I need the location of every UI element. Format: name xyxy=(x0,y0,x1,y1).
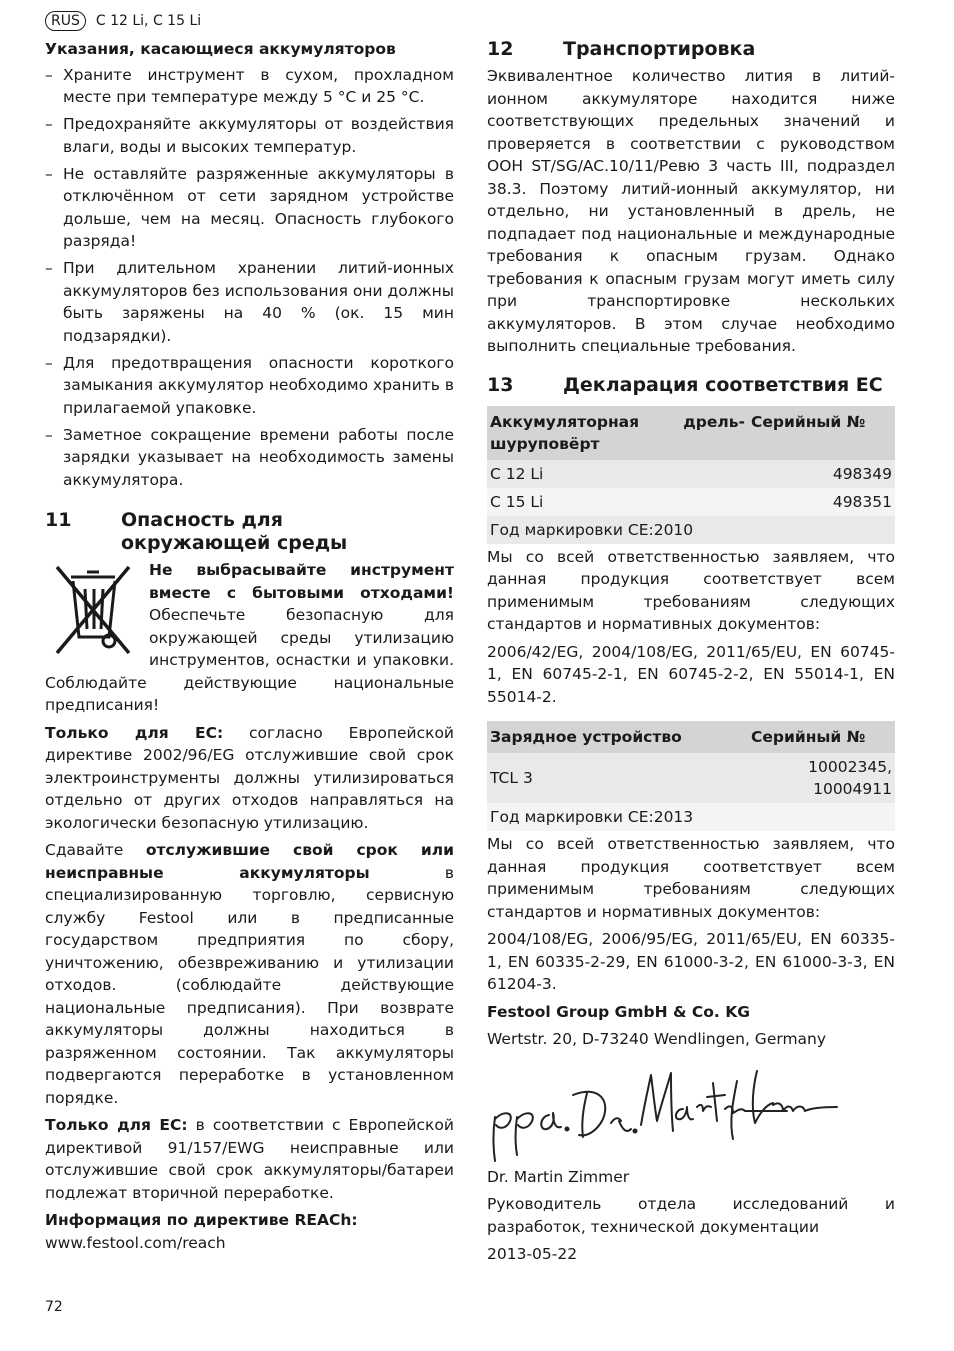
table-row: Год маркировки CE:2013 xyxy=(487,803,895,831)
warning-text: Обеспечьте безопасную для окружающей среды утилизацию инструментов, оснастки и упаковки. Соблюдайте действующие национальные предписания! xyxy=(45,606,454,714)
battery-notes-title: Указания, касающиеся аккумуляторов xyxy=(45,40,396,58)
environment-warning xyxy=(45,559,454,717)
list-item: – Не оставляйте разряженные аккумуляторы в отключённом от сети зарядном устройстве дольше, чем на месяц. Опасность глубокого разряда! xyxy=(45,164,454,250)
transport-text: Эквивалентное количество лития в литий-ионном аккумуляторе находится ниже соответствующих предельных значений и проверяется в соответствии с руководством ООН ST/SG/AC.10/11/Ревю 3 часть III, подраздел 38.3. Поэтому литий-ионный аккумулятор, ни отдельно, ни установленный в дрель, не подпадает под национальные и международные требования к опасным грузам. Однако требования к опасным грузам могут иметь силу при транспортировке нескольких аккумуляторов. В этом случае необходимо выполнить специальные требования. xyxy=(487,67,895,355)
signature xyxy=(487,1061,847,1167)
page-header xyxy=(45,11,201,31)
model-names: C 12 Li, C 15 Li xyxy=(95,13,202,29)
declaration-date: 2013-05-22 xyxy=(487,1245,578,1263)
table-row: Год маркировки CE:2010 xyxy=(487,516,895,544)
right-column xyxy=(487,38,895,1266)
standards-list: 2004/108/EG, 2006/95/EG, 2011/65/EU, EN 60335-1, EN 60335-2-29, EN 61000-3-2, EN 61000-3-3, EN 61204-3. xyxy=(487,930,895,993)
conformity-statement: Мы со всей ответственностью заявляем, что данная продукция соответствует всем применимым требованиям следующих стандартов и нормативных документов: xyxy=(487,547,895,633)
conformity-statement: Мы со всей ответственностью заявляем, что данная продукция соответствует всем применимым требованиям следующих стандартов и нормативных документов: xyxy=(487,835,895,921)
table-row: TCL 3 10002345, 10004911 xyxy=(487,753,895,803)
page-number: 72 xyxy=(45,1299,63,1315)
warning-bold: Не выбрасывайте инструмент вместе с бытовыми отходами! xyxy=(149,561,454,602)
list-item: – При длительном хранении литий-ионных аккумуляторов без использования они должны быть заряжены на 40 % (ок. 15 мин подзарядки). xyxy=(45,259,454,345)
section-heading-declaration: 13 Декларация соответствия ЕС xyxy=(487,373,883,396)
list-item: – Предохраняйте аккумуляторы от воздействия влаги, воды и высоких температур. xyxy=(45,115,454,156)
list-item: – Храните инструмент в сухом, прохладном месте при температуре между 5 °C и 25 °C. xyxy=(45,65,454,106)
company-name: Festool Group GmbH & Co. KG xyxy=(487,1002,750,1021)
table-row: C 12 Li 498349 xyxy=(487,460,895,488)
charger-serial-table xyxy=(487,721,895,831)
signer-name: Dr. Martin Zimmer xyxy=(487,1167,630,1186)
reach-link[interactable]: www.festool.com/reach xyxy=(45,1233,226,1252)
section-heading-environment: 11 Опасность для окружающей среды xyxy=(45,509,348,554)
crossed-out-wheelie-bin-icon xyxy=(51,561,135,657)
standards-list: 2006/42/EG, 2004/108/EG, 2011/65/EU, EN 60745-1, EN 60745-2-1, EN 60745-2-2, EN 55014-1, EN 55014-2. xyxy=(487,642,895,706)
language-badge: RUS xyxy=(45,11,86,31)
left-column xyxy=(45,38,454,1254)
company-address: Wertstr. 20, D-73240 Wendlingen, Germany xyxy=(487,1030,827,1048)
reach-info: Информация по директиве REACh: www.festool.com/reach xyxy=(45,1211,358,1252)
section-heading-transport: 12 Транспортировка xyxy=(487,38,756,60)
battery-return-paragraph: Сдавайте отслужившие свой срок или неисправные аккумуляторы в специализированную торговлю, сервисную службу Festool или в предписанные государством предприятия по сбору, уничтожению, обезвреживанию и утилизации отходов. (соблюдайте действующие национальные предписания). При возврате аккумуляторы должны находиться в разряженном состоянии. Так аккумуляторы подвергаются переработке в установленном порядке. xyxy=(45,841,454,1107)
table-row: C 15 Li 498351 xyxy=(487,488,895,516)
list-item: – Заметное сокращение времени работы после зарядки указывает на необходимость замены аккумулятора. xyxy=(45,425,454,489)
drill-serial-table xyxy=(487,406,895,544)
eu-battery-paragraph: Только для ЕС: в соответствии с Европейской директивой 91/157/EWG неисправные или отслужившие свой срок аккумуляторы/батареи подлежат вторичной переработке. xyxy=(45,1116,454,1202)
battery-notes-list xyxy=(45,64,454,492)
list-item: – Для предотвращения опасности короткого замыкания аккумулятор необходимо хранить в прилагаемой упаковке. xyxy=(45,353,454,417)
table-header: Аккумуляторная дрель-шуруповёрт Серийный № xyxy=(487,406,895,460)
eu-disposal-paragraph: Только для ЕС: согласно Европейской директиве 2002/96/EG отслужившие свой срок электроинструменты должны утилизироваться отдельно от других отходов направляться на экологически безопасную утилизацию. xyxy=(45,723,455,832)
signer-role: Руководитель отдела исследований и разработок, технической документации xyxy=(487,1195,895,1236)
table-header: Зарядное устройство Серийный № xyxy=(487,721,895,753)
